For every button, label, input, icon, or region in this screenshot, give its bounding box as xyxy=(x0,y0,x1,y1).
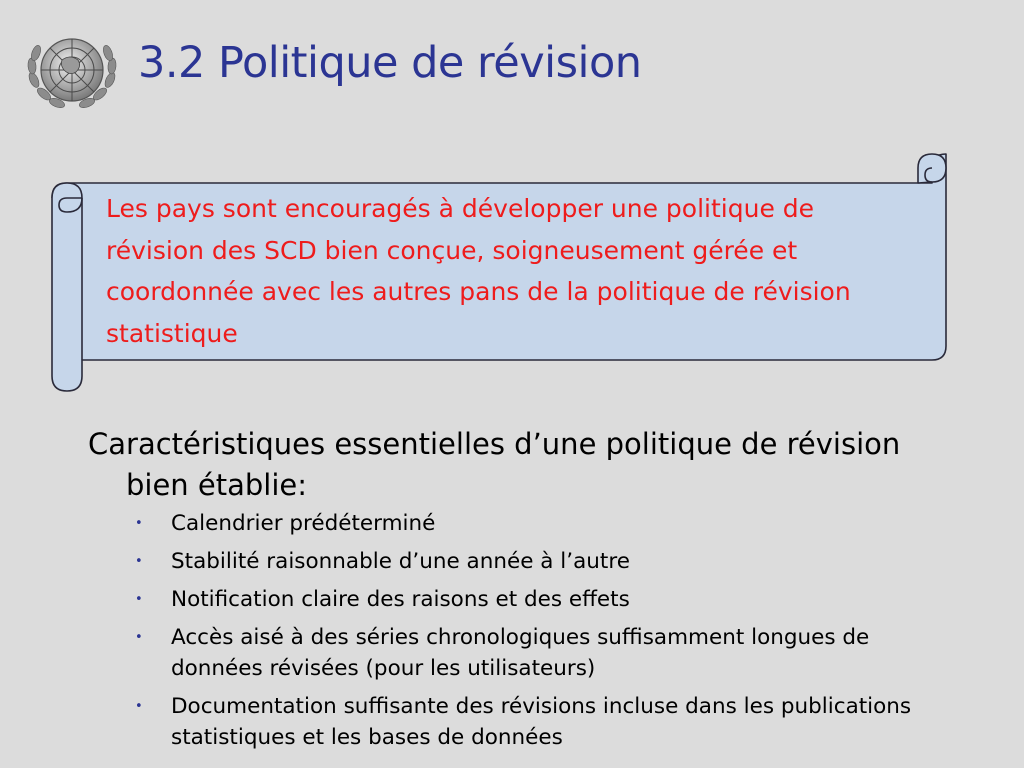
bullet-icon: • xyxy=(135,554,143,569)
list-item-text: Accès aisé à des séries chronologiques suffisamment longues de données révisées (pour les utilisateurs) xyxy=(171,625,870,681)
list-item-text: Stabilité raisonnable d’une année à l’autre xyxy=(171,549,630,574)
list-item xyxy=(135,546,965,577)
bullet-icon: • xyxy=(135,630,143,645)
list-item xyxy=(135,508,965,539)
bullet-icon: • xyxy=(135,592,143,607)
list-item-text: Documentation suffisante des révisions incluse dans les publications statistiques et les bases de données xyxy=(171,694,912,750)
list-item xyxy=(135,691,965,753)
bullet-list xyxy=(135,508,965,760)
slide-title: 3.2 Politique de révision xyxy=(138,38,642,88)
list-item-text: Calendrier prédéterminé xyxy=(171,511,436,536)
bullet-icon: • xyxy=(135,516,143,531)
callout-text: Les pays sont encouragés à développer une politique de révision des SCD bien conçue, soigneusement gérée et coordonnée avec les autres pans de la politique de révision statistique xyxy=(106,194,851,348)
section-heading: Caractéristiques essentielles d’une politique de révision bien établie: xyxy=(88,427,901,502)
list-item xyxy=(135,622,965,684)
list-item xyxy=(135,584,965,615)
list-item-text: Notification claire des raisons et des effets xyxy=(171,587,630,612)
bullet-icon: • xyxy=(135,699,143,714)
